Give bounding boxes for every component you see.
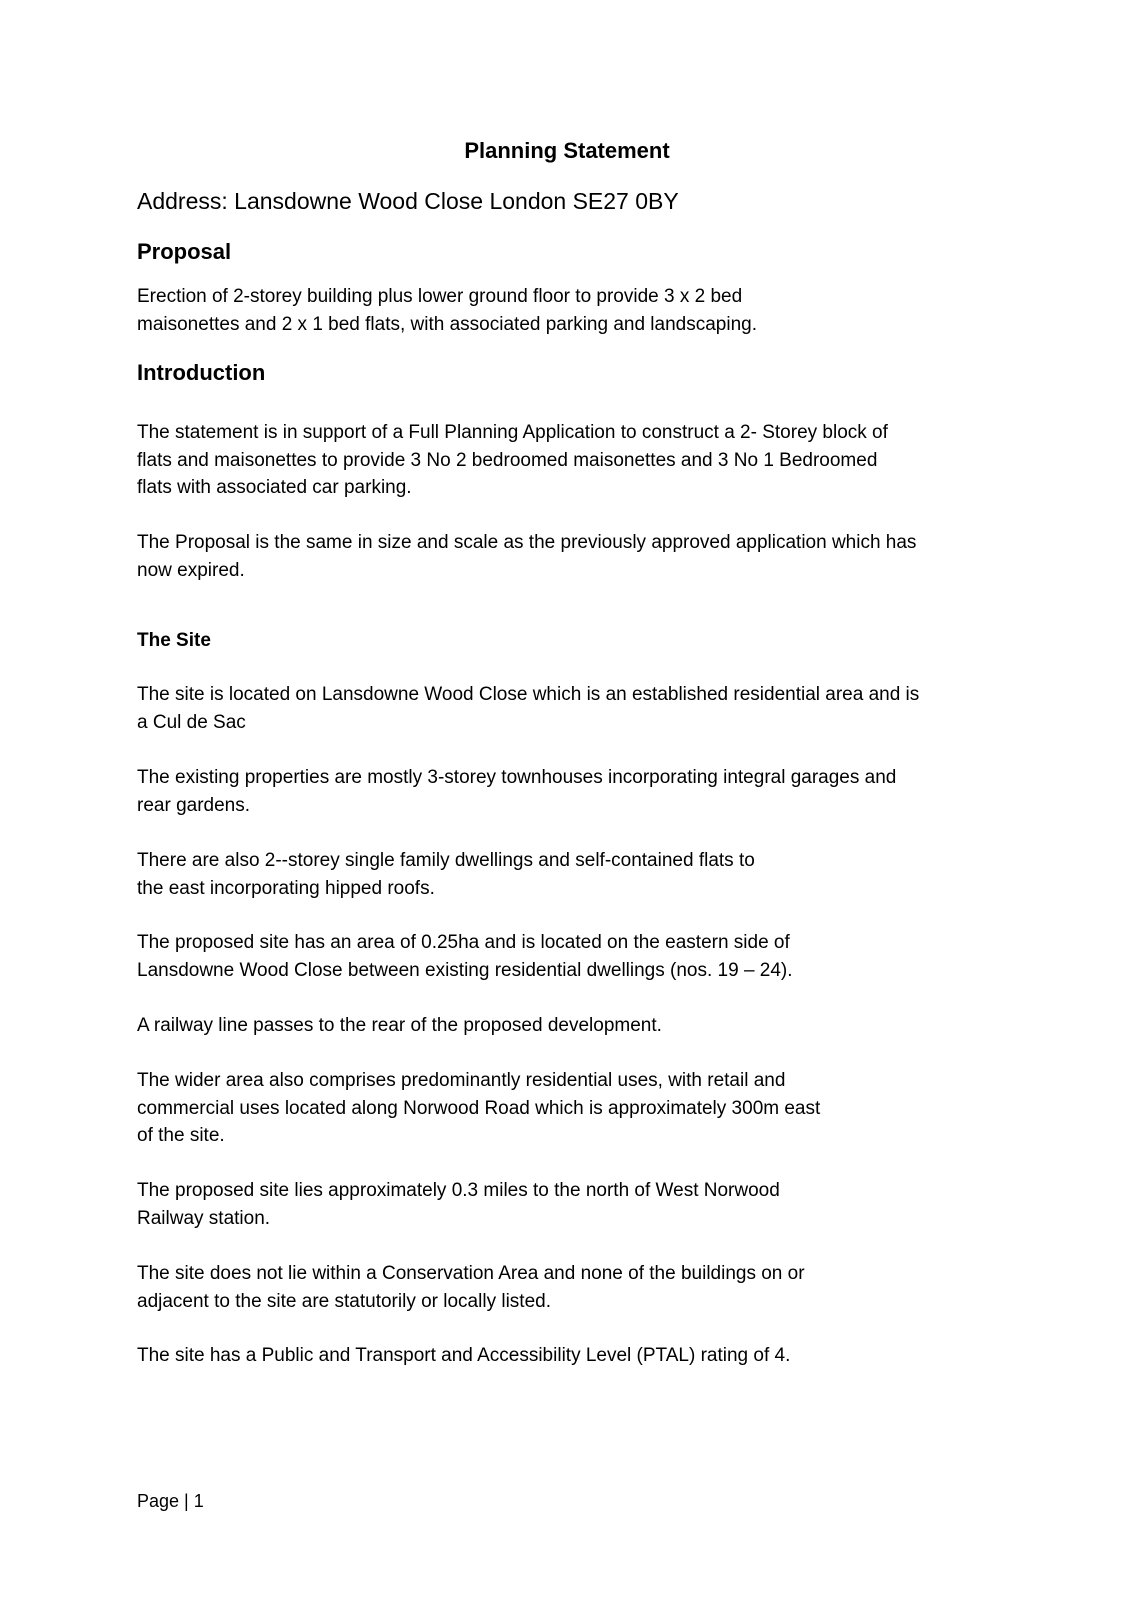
- site-paragraph-3: There are also 2--storey single family dwellings and self-contained flats to the east incorporating hipped roofs.: [137, 850, 755, 899]
- intro-paragraph-1: The statement is in support of a Full Planning Application to construct a 2- Storey block of flats and maisonettes to provide 3 No 2 bedroomed maisonettes and 3 No 1 Bedroomed flats with associated car parking.: [137, 422, 888, 499]
- site-paragraph-8: The site does not lie within a Conservation Area and none of the buildings on or adjacent to the site are statutorily or locally listed.: [137, 1263, 805, 1312]
- page-number: Page | 1: [137, 1491, 204, 1511]
- address-line: Address: Lansdowne Wood Close London SE27 0BY: [137, 188, 679, 214]
- site-paragraph-1: The site is located on Lansdowne Wood Close which is an established residential area and is a Cul de Sac: [137, 684, 920, 733]
- site-paragraph-4: The proposed site has an area of 0.25ha and is located on the eastern side of Lansdowne Wood Close between existing residential dwellings (nos. 19 – 24).: [137, 932, 793, 981]
- proposal-heading: Proposal: [137, 239, 232, 264]
- site-paragraph-2: The existing properties are mostly 3-storey townhouses incorporating integral garages and rear gardens.: [137, 767, 897, 816]
- site-paragraph-9: The site has a Public and Transport and Accessibility Level (PTAL) rating of 4.: [137, 1345, 791, 1366]
- site-paragraph-7: The proposed site lies approximately 0.3 miles to the north of West Norwood Railway station.: [137, 1180, 780, 1229]
- site-paragraph-6: The wider area also comprises predominantly residential uses, with retail and commercial uses located along Norwood Road which is approximately 300m east of the site.: [137, 1070, 821, 1147]
- site-paragraph-5: A railway line passes to the rear of the proposed development.: [137, 1015, 662, 1036]
- proposal-text: Erection of 2-storey building plus lower ground floor to provide 3 x 2 bed maisonettes and 2 x 1 bed flats, with associated parking and landscaping.: [137, 286, 757, 335]
- intro-paragraph-2: The Proposal is the same in size and scale as the previously approved application which has now expired.: [137, 532, 917, 581]
- document-title: Planning Statement: [464, 138, 670, 163]
- introduction-heading: Introduction: [137, 360, 266, 385]
- site-heading: The Site: [137, 630, 211, 651]
